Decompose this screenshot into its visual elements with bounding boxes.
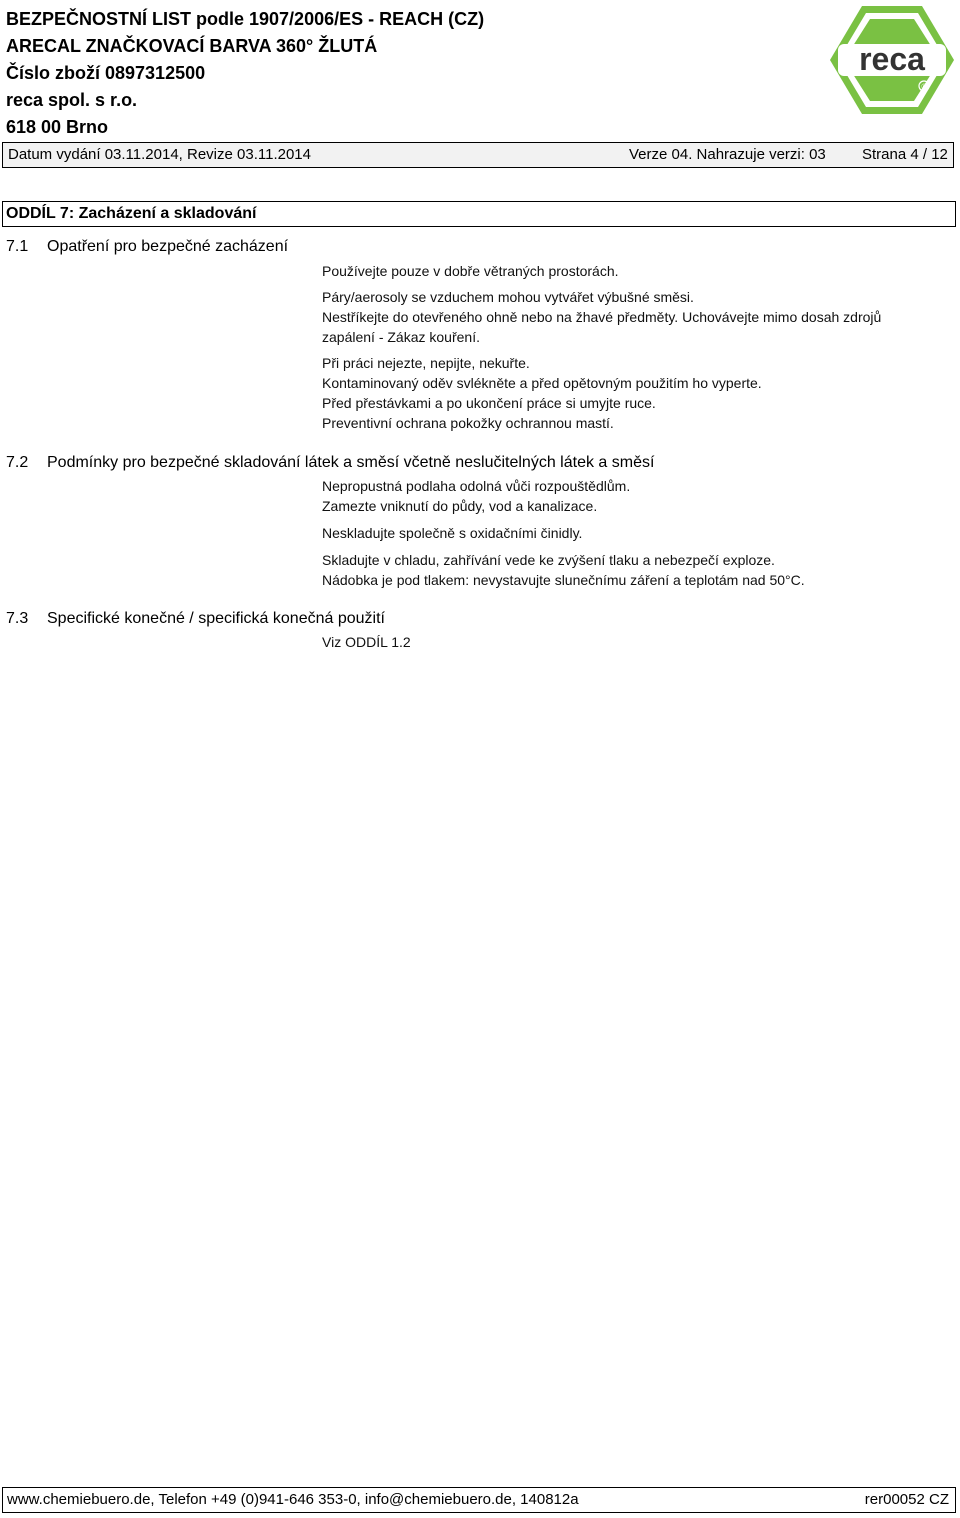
- subsection-7-2-body: [322, 476, 942, 590]
- subsection-7-3-body: [322, 632, 942, 652]
- text-line: Páry/aerosoly se vzduchem mohou vytvářet výbušné směsi.: [322, 289, 694, 305]
- text-line: Nádobka je pod tlakem: nevystavujte slunečnímu záření a teplotám nad 50°C.: [322, 572, 805, 588]
- subsection-7-1-body: [322, 261, 942, 433]
- text-line: Nepropustná podlaha odolná vůči rozpouštědlům.: [322, 478, 631, 494]
- issue-date: Datum vydání 03.11.2014, Revize 03.11.2014: [8, 146, 311, 163]
- text-line: Používejte pouze v dobře větraných prostorách.: [322, 263, 619, 279]
- text-line: Skladujte v chladu, zahřívání vede ke zvýšení tlaku a nebezpečí exploze.: [322, 552, 775, 568]
- text-line: Viz ODDÍL 1.2: [322, 634, 411, 650]
- reca-logo: [828, 4, 956, 116]
- footer-contact: www.chemiebuero.de, Telefon +49 (0)941-646 353-0, info@chemiebuero.de, 140812a: [7, 1491, 579, 1508]
- document-meta-bar: [2, 142, 954, 168]
- section-heading: ODDÍL 7: Zacházení a skladování: [2, 201, 956, 227]
- text-line: Nestříkejte do otevřeného ohně nebo na žhavé předměty. Uchovávejte mimo dosah zdrojů: [322, 309, 882, 325]
- company-name: reca spol. s r.o.: [6, 90, 138, 110]
- text-line: Kontaminovaný oděv svlékněte a před opětovným použitím ho vyperte.: [322, 375, 762, 391]
- registered-mark: ®: [921, 84, 927, 91]
- version-info: Verze 04. Nahrazuje verzi: 03: [629, 146, 826, 163]
- page-number: Strana 4 / 12: [862, 146, 948, 163]
- subsection-number: 7.3: [6, 610, 29, 627]
- product-name: ARECAL ZNAČKOVACÍ BARVA 360° ŽLUTÁ: [6, 36, 378, 56]
- footer-document-code: rer00052 CZ: [864, 1491, 949, 1508]
- subsection-title: Opatření pro bezpečné zacházení: [47, 238, 289, 255]
- subsection-title: Specifické konečné / specifická konečná použití: [47, 610, 385, 627]
- text-line: zapálení - Zákaz kouření.: [322, 329, 480, 345]
- company-city: 618 00 Brno: [6, 117, 109, 137]
- logo-text: reca: [859, 41, 925, 77]
- product-number: Číslo zboží 0897312500: [6, 63, 206, 83]
- subsection-number: 7.1: [6, 238, 29, 255]
- text-line: Při práci nejezte, nepijte, nekuřte.: [322, 355, 530, 371]
- text-line: Před přestávkami a po ukončení práce si umyjte ruce.: [322, 395, 656, 411]
- subsection-title: Podmínky pro bezpečné skladování látek a směsí včetně neslučitelných látek a směsí: [47, 454, 655, 471]
- document-title: BEZPEČNOSTNÍ LIST podle 1907/2006/ES - REACH (CZ): [6, 9, 485, 29]
- text-line: Preventivní ochrana pokožky ochrannou mastí.: [322, 415, 614, 431]
- text-line: Neskladujte společně s oxidačními činidly.: [322, 525, 583, 541]
- text-line: Zamezte vniknutí do půdy, vod a kanalizace.: [322, 498, 598, 514]
- subsection-number: 7.2: [6, 454, 29, 471]
- page-footer: [2, 1487, 956, 1513]
